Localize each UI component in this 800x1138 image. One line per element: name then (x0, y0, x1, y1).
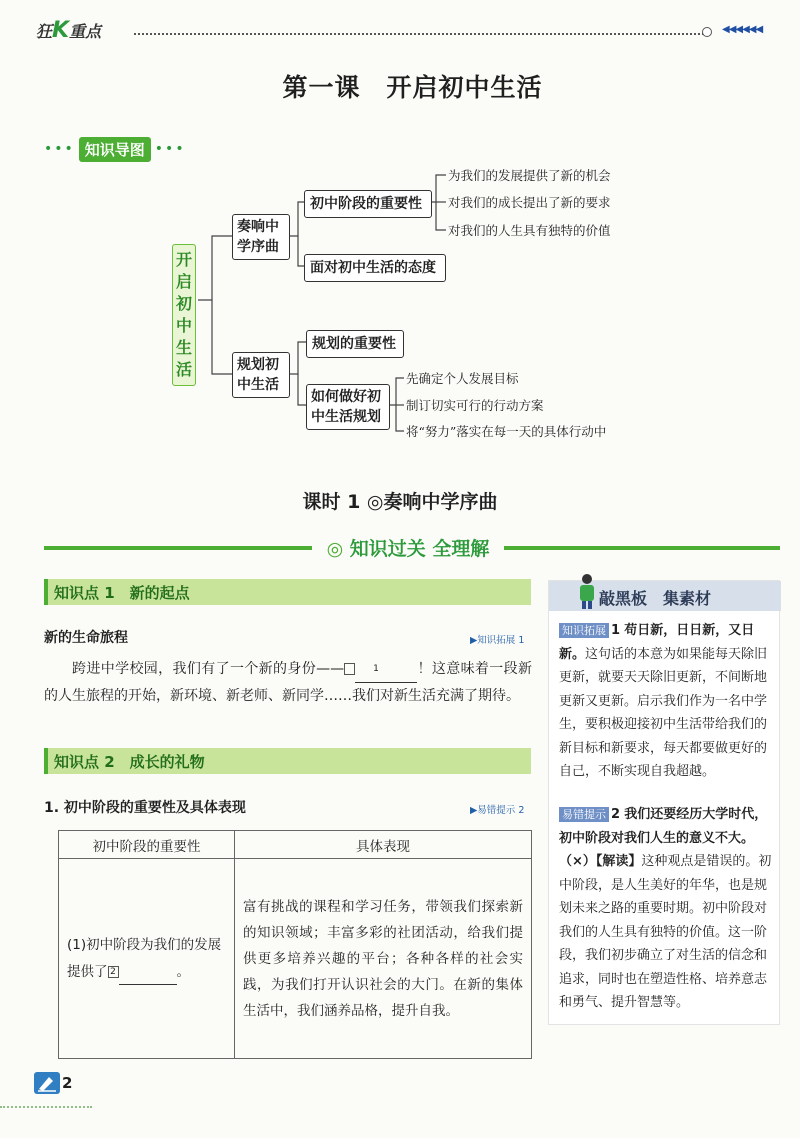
tip-badge: 知识拓展 (559, 623, 609, 638)
importance-table (58, 830, 532, 1059)
mindmap-leaf: 对我们的成长提出了新的要求 (448, 195, 611, 210)
banner-line-left (44, 546, 312, 550)
kp2-subhead: 1. 初中阶段的重要性及具体表现 (44, 800, 246, 816)
mindmap-tag-label: 知识导图 (79, 137, 151, 162)
page-number: 2 (62, 1074, 73, 1092)
mindmap-leaf: 将“努力”落实在每一天的具体行动中 (406, 424, 607, 439)
teacher-figure-icon (577, 573, 597, 609)
table-cell-left: (1)初中阶段为我们的发展提供了 2 。 (59, 859, 235, 1059)
kp2-xref-link[interactable]: ▶易错提示 2 (470, 805, 525, 816)
kp1-xref-link[interactable]: ▶知识拓展 1 (470, 635, 525, 646)
mindmap-node-attitude: 面对初中生活的态度 (304, 254, 446, 282)
mindmap-leaf: 制订切实可行的行动方案 (406, 398, 544, 413)
warning-badge: 易错提示 (559, 807, 609, 822)
section-banner: ◎ 知识过关 全理解 (312, 534, 504, 562)
table-row (59, 859, 532, 1059)
period-title: 课时 1 ◎奏响中学序曲 (302, 491, 498, 513)
table-cell-right: 富有挑战的课程和学习任务，带领我们探索新的知识领域；丰富多彩的社团活动，给我们提供更多培养兴趣的平台；各种各样的社会实践，为我们打开认识社会的大门。在新的集体生活中，我们涵养品格，提升自我。 (235, 859, 532, 1059)
kp1-subhead: 新的生命旅程 (44, 630, 128, 646)
answer-blank[interactable] (355, 655, 417, 683)
mindmap-branch-1: 奏响中学序曲 (232, 214, 290, 260)
mindmap-node-how-to-plan: 如何做好初中生活规划 (306, 384, 390, 430)
header-arrows-icon: ◀◀◀◀◀◀ (722, 24, 763, 35)
blank-number: 2 (108, 966, 119, 978)
mindmap-leaf: 先确定个人发展目标 (406, 371, 519, 386)
mindmap-root: 开启初中生活 (172, 244, 196, 386)
blank-number: 1 (344, 663, 355, 675)
sidebar-title: 敲黑板 集素材 (599, 589, 712, 608)
knowledge-point-2-header: 知识点 2 成长的礼物 (44, 748, 531, 774)
pen-icon (34, 1072, 60, 1094)
knowledge-point-1-header: 知识点 1 新的起点 (44, 579, 531, 605)
mindmap-connectors (0, 0, 800, 460)
kp1-paragraph: 跨进中学校园，我们有了一个新的身份—— 1 ！这意味着一段新的人生旅程的开始，新环境、新老师、新同学……我们对新生活充满了期待。 (44, 655, 532, 710)
mindmap-branch-2: 规划初中生活 (232, 352, 290, 398)
page-footer (34, 1070, 92, 1098)
lesson-title: 第一课 开启初中生活 (265, 68, 560, 104)
table-header: 初中阶段的重要性 (59, 831, 235, 859)
dots-icon: ••• (154, 141, 186, 157)
mindmap-leaf: 为我们的发展提供了新的机会 (448, 168, 611, 183)
mindmap-node-planning-importance: 规划的重要性 (306, 330, 404, 358)
sidebar-panel (548, 580, 780, 1025)
swirl-icon: ◎ (326, 538, 344, 560)
dots-icon: ••• (44, 141, 75, 157)
answer-blank[interactable] (119, 958, 177, 985)
footer-dotted-line (0, 1106, 92, 1108)
brand-logo: 狂K重点 (36, 18, 102, 43)
mindmap-leaf: 对我们的人生具有独特的价值 (448, 223, 611, 238)
banner-line-right (504, 546, 780, 550)
table-header: 具体表现 (235, 831, 532, 859)
sidebar-block-2: 易错提示 2 我们还要经历大学时代，初中阶段对我们人生的意义不大。（×）【解读】这种观点是错误的。初中阶段，是人生美好的年华，也是规划未来之路的重要时期。初中阶段对我们的人生具有独特的价值。这一阶段，我们初步确立了对生活的信念和追求，同时也在塑造性格、培养意志和勇气、提升智慧等。 (559, 807, 772, 1010)
mindmap-node-importance: 初中阶段的重要性 (304, 190, 432, 218)
sidebar-block-1: 知识拓展 1 苟日新，日日新，又日新。这句话的本意为如果能每天除旧更新，就要天天除旧更新，不间断地更新又更新。启示我们作为一名中学生，要积极迎接初中生活带给我们的新目标和新要求，每天都要做更好的自己，不断实现自我超越。 (559, 623, 768, 779)
